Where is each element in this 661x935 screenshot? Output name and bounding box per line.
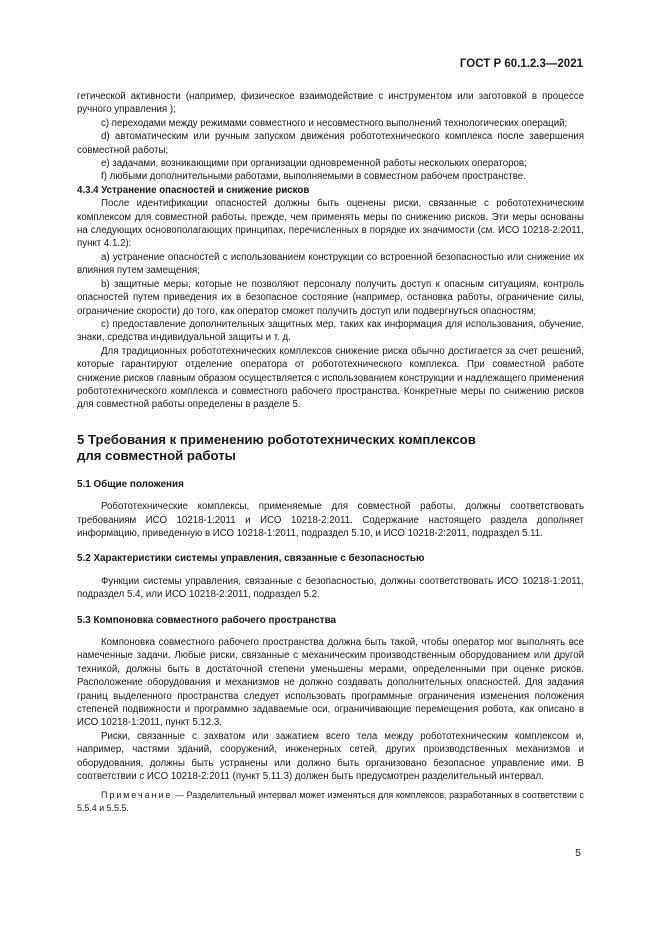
paragraph-434-traditional: Для традиционных робототехнических комплексов снижение риска обычно достигается за счет решений, которые гарантируют отделение оператора от робототехнического комплекса. При совместной работе снижение рисков главным образом осуществляется с использованием конструкции и надлежащего применения робототехнического комплекса и совместного рабочего пространства. Конкретные меры по снижению рисков для совместной работы определены в разделе 5. [77,345,584,411]
note-text: — Разделительный интервал может изменяться для комплексов, разработанных в соответствии с 5.5.4 и 5.5.5. [77,790,584,814]
subsection-title-51: 5.1 Общие положения [77,478,184,490]
document-id: ГОСТ Р 60.1.2.3—2021 [459,58,583,70]
paragraph-continuation: гетической активности (например, физическое взаимодействие с инструментом или заготовкой в процессе ручного управления ); [77,91,584,116]
list-item-f: f) любыми дополнительными работами, выполняемыми в совместном рабочем пространстве. [101,171,526,183]
list-item-c: c) переходами между режимами совместного и несовместного выполнений технологических операций; [101,117,568,129]
note [77,789,584,814]
list-item-434-a: a) устранение опасностей с использованием конструкции со встроенной безопасностью или снижение их влияния путем замещения; [77,251,584,277]
page-body [77,90,584,815]
subsection-title-53: 5.3 Компоновка совместного рабочего пространства [77,614,337,626]
list-item-d: d) автоматическим или ручным запуском движения робототехнического комплекса после завершения совместной работы; [77,131,584,156]
section-title-5-line1: 5 Требования к применению робототехнических комплексов [77,431,476,447]
list-item-e: e) задачами, возникающими при организации одновременной работы нескольких операторов; [101,158,527,170]
paragraph-434-intro: После идентификации опасностей должны быть оценены риски, связанные с робототехническим комплексом для совместной работы, прежде, чем применять меры по снижению рисков. Эти меры основаны на следующих основополагающих принципах, перечисленных в порядке их значимости (см. ИСО 10218-2:2011, пункт 4.1.2): [77,198,584,250]
paragraph-52: Функции системы управления, связанные с безопасностью, должны соответствовать ИСО 10218-1:2011, подраздел 5.4, или ИСО 10218-2:2011, подраздел 5.2. [77,575,584,601]
list-item-434-c: c) предоставление дополнительных защитных мер, таких как информация для использования, обучение, знаки, средства индивидуальной защиты и т. д. [77,318,584,344]
paragraph-53-risks: Риски, связанные с захватом или зажатием всего тела между робототехническим комплексом и, например, частями зданий, сооружений, инженерных сетей, других производственных механизмов и оборудования, должны быть устранены или должно быть организовано безопасное управление ими. В соответствии с ИСО 10218-2:2011 (пункт 5.11.3) должен быть предусмотрен разделительный интервал. [77,730,584,783]
page-number: 5 [575,847,581,859]
section-title-5 [77,432,584,464]
paragraph-53-layout: Компоновка совместного рабочего пространства должна быть такой, чтобы оператор мог выполнять все намеченные задачи. Любые риски, связанные с механическим производственным оборудованием или другой техникой, должны быть в достаточной степени уменьшены мерами, определенными при оценке рисков. Расположение оборудования и механизмов не должно создавать дополнительных опасностей. Для задания границ выделенного пространства следует использовать программные ограничения изменения положения степеней подвижности и программно задаваемые оси, ограничивающие перемещения робота, как описано в ИСО 10218-1:2011, пункт 5.12.3. [77,637,584,729]
subsection-title-52: 5.2 Характеристики системы управления, связанные с безопасностью [77,553,425,565]
section-title-5-line2: для совместной работы [77,447,236,463]
list-item-434-b: b) защитные меры, которые не позволяют персоналу получить доступ к опасным ситуациям, контроль опасностей путем приведения их в безопасное состояние (например, остановка работы, ограничение силы, ограничение скорости) до того, как оператор сможет получить доступ или подвергнуться опасностям; [77,278,584,317]
note-label: Примечание [101,790,173,801]
subsection-title-434: 4.3.4 Устранение опасностей и снижение рисков [77,184,310,196]
paragraph-51: Робототехнические комплексы, применяемые для совместной работы, должны соответствовать требованиям ИСО 10218-1:2011 и ИСО 10218-2:2011. Содержание настоящего раздела дополняет информацию, приведенную в ИСО 10218-1:2011, подраздел 5.10, и ИСО 10218-2:2011, подраздел 5.11. [77,501,584,539]
